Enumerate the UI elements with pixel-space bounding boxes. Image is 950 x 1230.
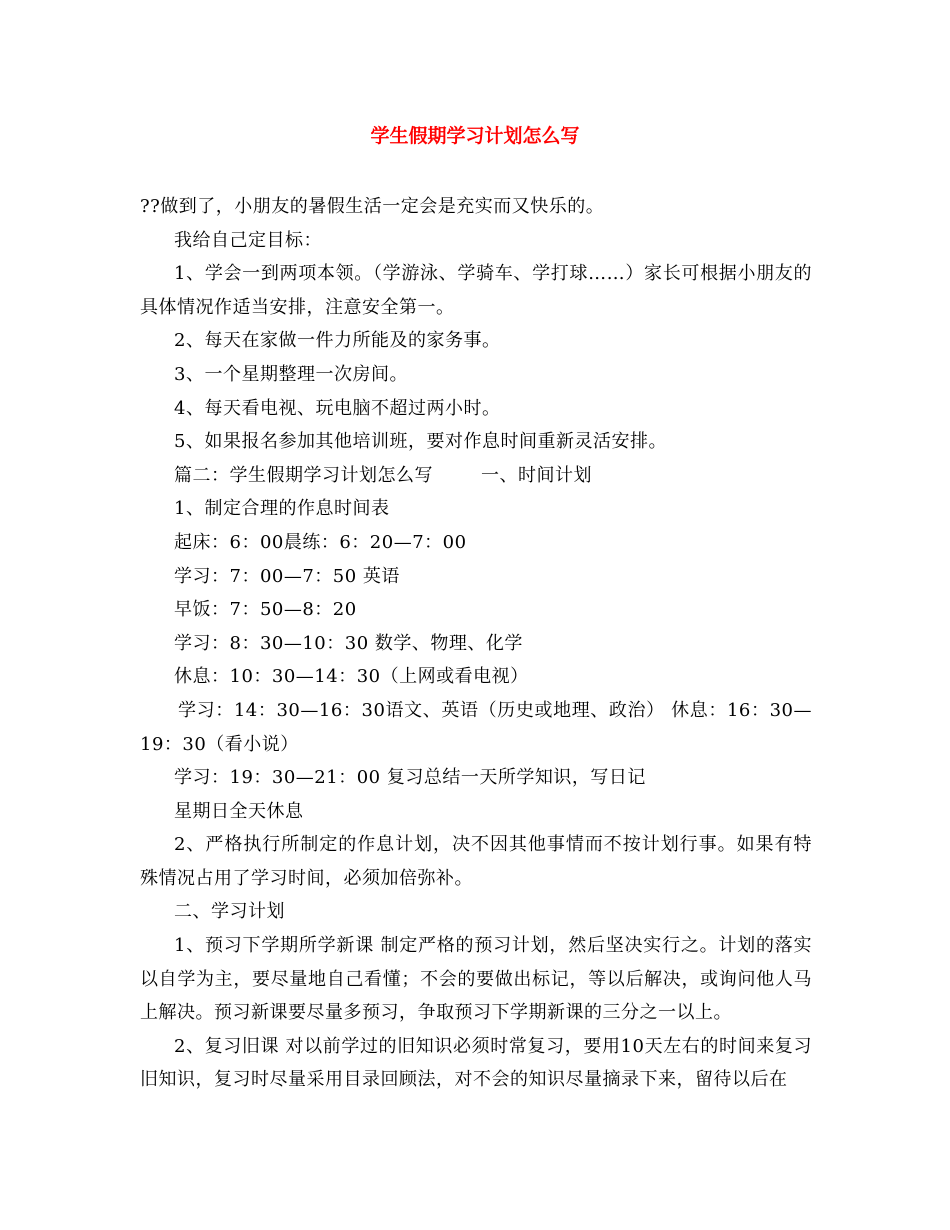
document-title: 学生假期学习计划怎么写 xyxy=(370,125,580,147)
paragraph: 我给自己定目标： xyxy=(174,229,322,251)
paragraph: 1、预习下学期所学新课 制定严格的预习计划，然后坚决实行之。计划的落实以自学为主，要尽量地自己看懂；不会的要做出标记，等以后解决，或询问他人马上解决。预习新课要尽量多预习，争取预习下学期新课的三分之一以上。 xyxy=(140,935,812,1024)
paragraph: 4、每天看电视、玩电脑不超过两小时。 xyxy=(174,397,501,419)
schedule-line: 早饭：7：50—8：20 xyxy=(174,599,357,621)
subsection-heading: 一、时间计划 xyxy=(481,464,592,486)
schedule-line: 学习：7：00—7：50 英语 xyxy=(174,565,400,587)
paragraph: 1、制定合理的作息时间表 xyxy=(174,498,390,520)
paragraph: 5、如果报名参加其他培训班，要对作息时间重新灵活安排。 xyxy=(174,431,667,453)
paragraph-heading-line xyxy=(140,459,812,493)
section-heading: 篇二：学生假期学习计划怎么写 xyxy=(174,464,433,486)
paragraph: 2、严格执行所制定的作息计划，决不因其他事情而不按计划行事。如果有特殊情况占用了学习时间，必须加倍弥补。 xyxy=(140,834,812,889)
paragraph: 3、一个星期整理一次房间。 xyxy=(174,363,408,385)
schedule-line: 星期日全天休息 xyxy=(174,800,304,822)
schedule-line: 学习：14：30—16：30语文、英语（历史或地理、政治） 休息：16：30—19：30（看小说） xyxy=(140,699,812,755)
schedule-line: 学习：8：30—10：30 数学、物理、化学 xyxy=(174,632,523,654)
schedule-line: 学习：19：30—21：00 复习总结一天所学知识，写日记 xyxy=(174,767,646,789)
paragraph: ??做到了，小朋友的暑假生活一定会是充实而又快乐的。 xyxy=(140,196,605,217)
document-body xyxy=(140,190,812,1097)
schedule-line: 起床：6：00晨练：6：20—7：00 xyxy=(174,531,467,553)
paragraph: 1、学会一到两项本领。（学游泳、学骑车、学打球……）家长可根据小朋友的具体情况作适当安排，注意安全第一。 xyxy=(140,263,812,318)
section-heading: 二、学习计划 xyxy=(174,901,285,923)
paragraph: 2、复习旧课 对以前学过的旧知识必须时常复习，要用10天左右的时间来复习旧知识，复习时尽量采用目录回顾法，对不会的知识尽量摘录下来，留待以后在 xyxy=(140,1035,812,1091)
schedule-line: 休息：10：30—14：30（上网或看电视） xyxy=(174,666,529,688)
paragraph: 2、每天在家做一件力所能及的家务事。 xyxy=(174,330,501,352)
